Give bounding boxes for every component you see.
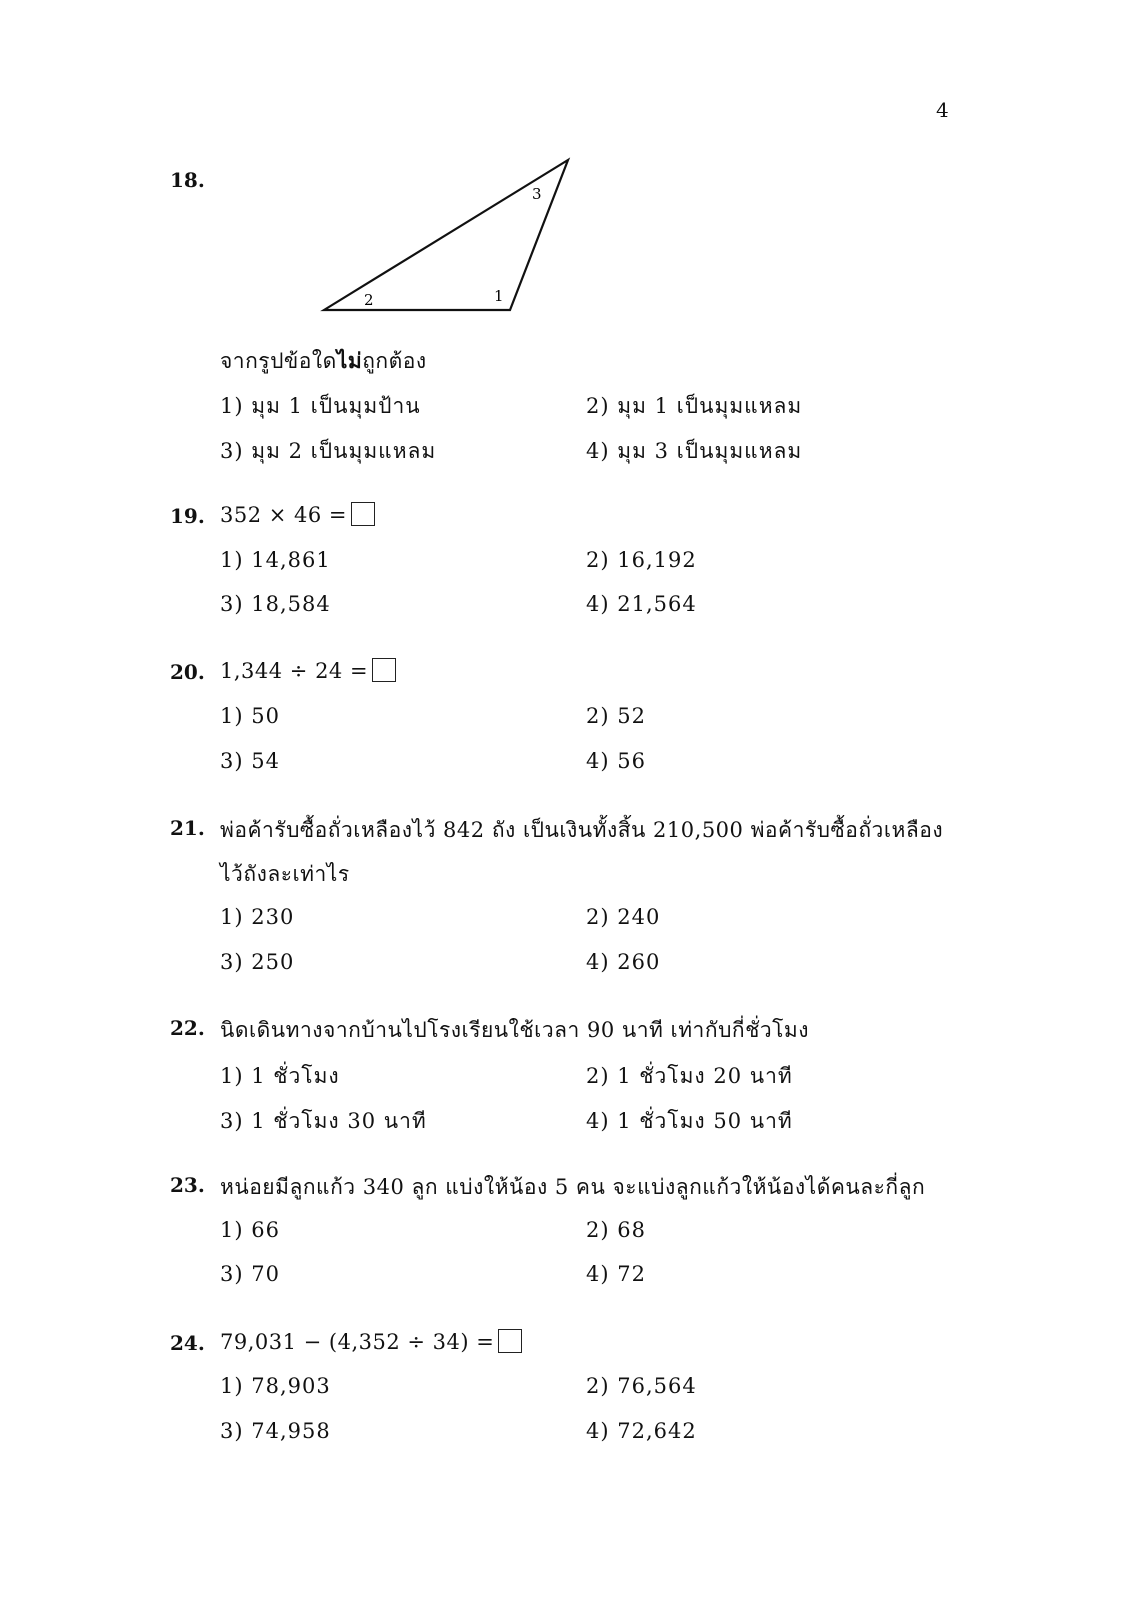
q22-option-2[interactable]: 2) 1 ชั่วโมง 20 นาที — [586, 1064, 793, 1088]
q22-option-3[interactable]: 3) 1 ชั่วโมง 30 นาที — [220, 1109, 427, 1133]
triangle-shape — [324, 160, 568, 310]
question-22-stem: นิดเดินทางจากบ้านไปโรงเรียนใช้เวลา 90 นาที เท่ากับกี่ชั่วโมง — [220, 1018, 810, 1042]
question-23-stem: หน่อยมีลูกแก้ว 340 ลูก แบ่งให้น้อง 5 คน จะแบ่งลูกแก้วให้น้องได้คนละกี่ลูก — [220, 1175, 926, 1199]
q23-option-4[interactable]: 4) 72 — [586, 1262, 646, 1286]
page-number: 4 — [936, 98, 949, 122]
q21-option-1[interactable]: 1) 230 — [220, 905, 295, 929]
question-23-number: 23. — [170, 1173, 205, 1197]
question-19-number: 19. — [170, 504, 205, 528]
q18-option-4[interactable]: 4) มุม 3 เป็นมุมแหลม — [586, 439, 803, 463]
angle-3-label: 3 — [532, 185, 542, 203]
q18-option-1[interactable]: 1) มุม 1 เป็นมุมป้าน — [220, 394, 421, 418]
q19-option-1[interactable]: 1) 14,861 — [220, 548, 331, 572]
question-18-stem: จากรูปข้อใดไม่ถูกต้อง — [220, 348, 427, 373]
q23-option-1[interactable]: 1) 66 — [220, 1218, 280, 1242]
q18-option-3[interactable]: 3) มุม 2 เป็นมุมแหลม — [220, 439, 437, 463]
q24-option-4[interactable]: 4) 72,642 — [586, 1419, 697, 1443]
q23-option-3[interactable]: 3) 70 — [220, 1262, 280, 1286]
q24-option-2[interactable]: 2) 76,564 — [586, 1374, 697, 1398]
q21-option-2[interactable]: 2) 240 — [586, 905, 661, 929]
q20-option-2[interactable]: 2) 52 — [586, 704, 646, 728]
q19-option-3[interactable]: 3) 18,584 — [220, 592, 331, 616]
q24-option-1[interactable]: 1) 78,903 — [220, 1374, 331, 1398]
question-24-number: 24. — [170, 1331, 205, 1355]
question-20-number: 20. — [170, 660, 205, 684]
q20-option-3[interactable]: 3) 54 — [220, 749, 280, 773]
question-19-stem: 352 × 46 = — [220, 502, 375, 527]
question-21-number: 21. — [170, 816, 205, 840]
angle-2-label: 2 — [364, 291, 374, 309]
q20-option-4[interactable]: 4) 56 — [586, 749, 646, 773]
q18-option-2[interactable]: 2) มุม 1 เป็นมุมแหลม — [586, 394, 803, 418]
q23-option-2[interactable]: 2) 68 — [586, 1218, 646, 1242]
question-20-stem: 1,344 ÷ 24 = — [220, 658, 396, 683]
angle-1-label: 1 — [494, 287, 504, 305]
answer-box — [372, 658, 396, 682]
question-21-stem-line1: พ่อค้ารับซื้อถั่วเหลืองไว้ 842 ถัง เป็นเงินทั้งสิ้น 210,500 พ่อค้ารับซื้อถั่วเหลือง — [220, 818, 944, 842]
triangle-figure — [320, 155, 580, 320]
q22-option-1[interactable]: 1) 1 ชั่วโมง — [220, 1064, 340, 1088]
q21-option-3[interactable]: 3) 250 — [220, 950, 295, 974]
question-24-stem: 79,031 − (4,352 ÷ 34) = — [220, 1329, 522, 1354]
question-18-number: 18. — [170, 168, 205, 192]
q24-option-3[interactable]: 3) 74,958 — [220, 1419, 331, 1443]
question-22-number: 22. — [170, 1016, 205, 1040]
q21-option-4[interactable]: 4) 260 — [586, 950, 661, 974]
q20-option-1[interactable]: 1) 50 — [220, 704, 280, 728]
q19-option-2[interactable]: 2) 16,192 — [586, 548, 697, 572]
answer-box — [498, 1329, 522, 1353]
q19-option-4[interactable]: 4) 21,564 — [586, 592, 697, 616]
q22-option-4[interactable]: 4) 1 ชั่วโมง 50 นาที — [586, 1109, 793, 1133]
answer-box — [351, 502, 375, 526]
question-21-stem-line2: ไว้ถังละเท่าไร — [220, 862, 350, 886]
